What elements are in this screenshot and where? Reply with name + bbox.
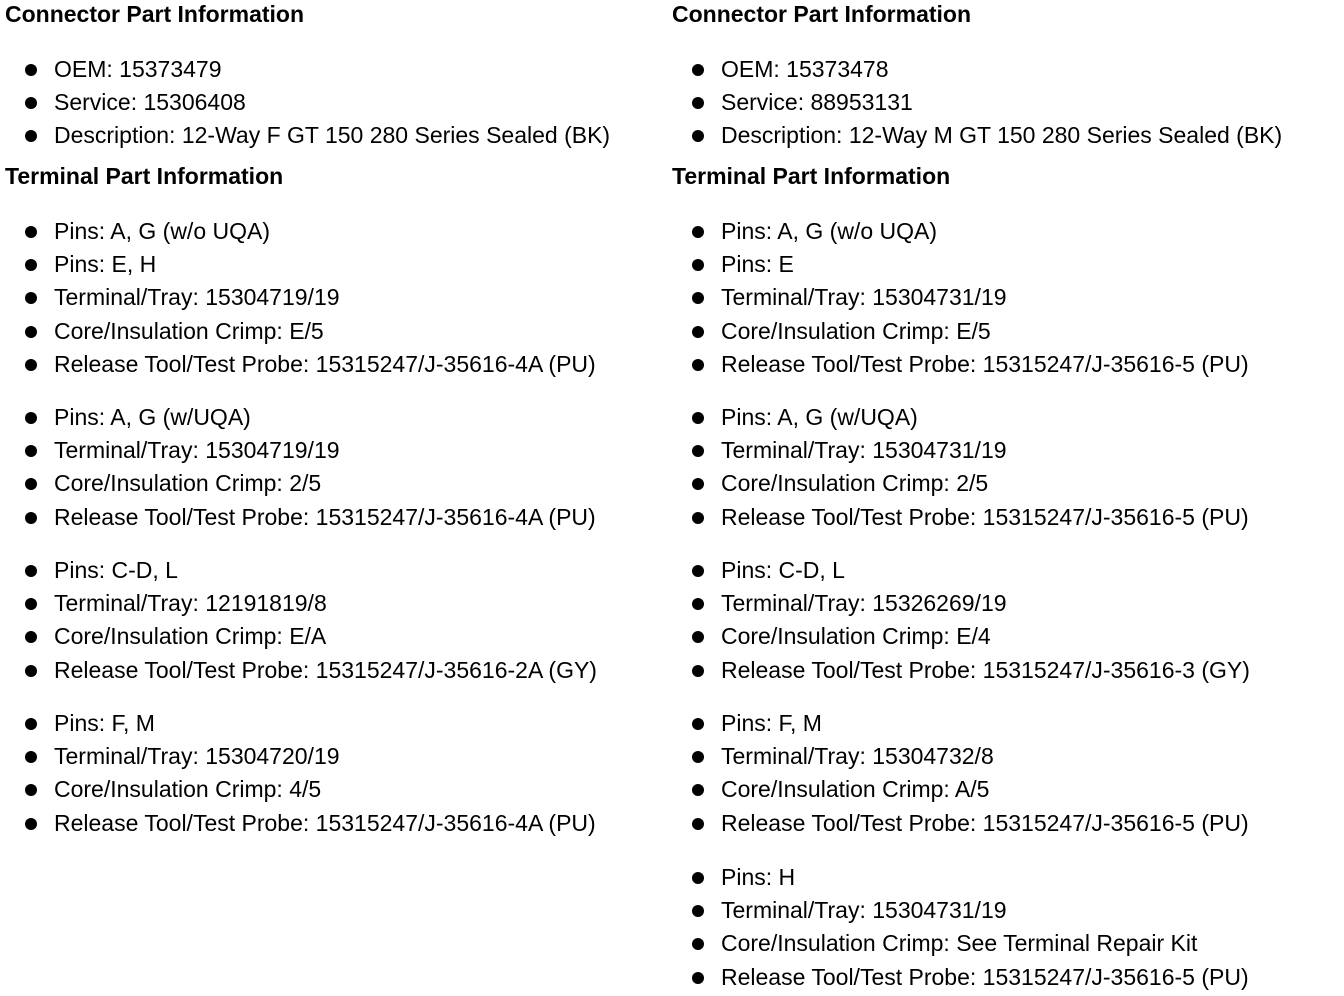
terminal-group-3	[5, 554, 597, 687]
connector-part-heading: Connector Part Information	[5, 1, 305, 27]
terminal-part-heading: Terminal Part Information	[672, 163, 951, 189]
terminal-group-1	[672, 215, 1249, 381]
connector-part-list	[672, 53, 1282, 153]
service-item: Service: 15306408	[5, 86, 610, 119]
list-item: Core/Insulation Crimp: E/A	[5, 620, 597, 653]
list-item: Release Tool/Test Probe: 15315247/J-35616-4A (PU)	[5, 501, 596, 534]
list-item: Core/Insulation Crimp: E/4	[672, 620, 1250, 653]
list-item: Pins: C-D, L	[672, 554, 1250, 587]
list-item: Pins: E	[672, 248, 1249, 281]
terminal-group-2	[5, 401, 596, 534]
list-item: Terminal/Tray: 15304719/19	[5, 434, 596, 467]
list-item: Release Tool/Test Probe: 15315247/J-35616-5 (PU)	[672, 348, 1249, 381]
list-item: Core/Insulation Crimp: 2/5	[5, 467, 596, 500]
list-item: Pins: F, M	[5, 707, 596, 740]
list-item: Pins: F, M	[672, 707, 1249, 740]
list-item: Terminal/Tray: 15304732/8	[672, 740, 1249, 773]
terminal-group-4	[5, 707, 596, 840]
list-item: Terminal/Tray: 15326269/19	[672, 587, 1250, 620]
list-item: Core/Insulation Crimp: 4/5	[5, 773, 596, 806]
description-item: Description: 12-Way F GT 150 280 Series Sealed (BK)	[5, 119, 610, 152]
list-item: Terminal/Tray: 15304731/19	[672, 281, 1249, 314]
list-item: Terminal/Tray: 15304720/19	[5, 740, 596, 773]
list-item: Terminal/Tray: 12191819/8	[5, 587, 597, 620]
list-item: Pins: H	[672, 861, 1249, 894]
list-item: Release Tool/Test Probe: 15315247/J-35616-4A (PU)	[5, 348, 596, 381]
oem-item: OEM: 15373478	[672, 53, 1282, 86]
list-item: Release Tool/Test Probe: 15315247/J-35616-2A (GY)	[5, 654, 597, 687]
terminal-group-4	[672, 707, 1249, 840]
list-item: Pins: E, H	[5, 248, 596, 281]
terminal-part-heading: Terminal Part Information	[5, 163, 284, 189]
list-item: Core/Insulation Crimp: See Terminal Repair Kit	[672, 927, 1249, 960]
description-item: Description: 12-Way M GT 150 280 Series Sealed (BK)	[672, 119, 1282, 152]
terminal-group-5	[672, 861, 1249, 994]
terminal-group-2	[672, 401, 1249, 534]
list-item: Pins: A, G (w/o UQA)	[5, 215, 596, 248]
list-item: Release Tool/Test Probe: 15315247/J-35616-3 (GY)	[672, 654, 1250, 687]
list-item: Release Tool/Test Probe: 15315247/J-35616-5 (PU)	[672, 501, 1249, 534]
list-item: Terminal/Tray: 15304731/19	[672, 434, 1249, 467]
list-item: Pins: A, G (w/UQA)	[672, 401, 1249, 434]
terminal-group-1	[5, 215, 596, 381]
list-item: Terminal/Tray: 15304719/19	[5, 281, 596, 314]
list-item: Core/Insulation Crimp: E/5	[5, 315, 596, 348]
list-item: Core/Insulation Crimp: A/5	[672, 773, 1249, 806]
list-item: Release Tool/Test Probe: 15315247/J-35616-5 (PU)	[672, 961, 1249, 994]
list-item: Pins: A, G (w/UQA)	[5, 401, 596, 434]
list-item: Pins: A, G (w/o UQA)	[672, 215, 1249, 248]
list-item: Terminal/Tray: 15304731/19	[672, 894, 1249, 927]
list-item: Release Tool/Test Probe: 15315247/J-35616-5 (PU)	[672, 807, 1249, 840]
oem-item: OEM: 15373479	[5, 53, 610, 86]
list-item: Pins: C-D, L	[5, 554, 597, 587]
connector-part-heading: Connector Part Information	[672, 1, 972, 27]
terminal-group-3	[672, 554, 1250, 687]
connector-part-list	[5, 53, 610, 153]
list-item: Core/Insulation Crimp: E/5	[672, 315, 1249, 348]
list-item: Core/Insulation Crimp: 2/5	[672, 467, 1249, 500]
list-item: Release Tool/Test Probe: 15315247/J-35616-4A (PU)	[5, 807, 596, 840]
service-item: Service: 88953131	[672, 86, 1282, 119]
